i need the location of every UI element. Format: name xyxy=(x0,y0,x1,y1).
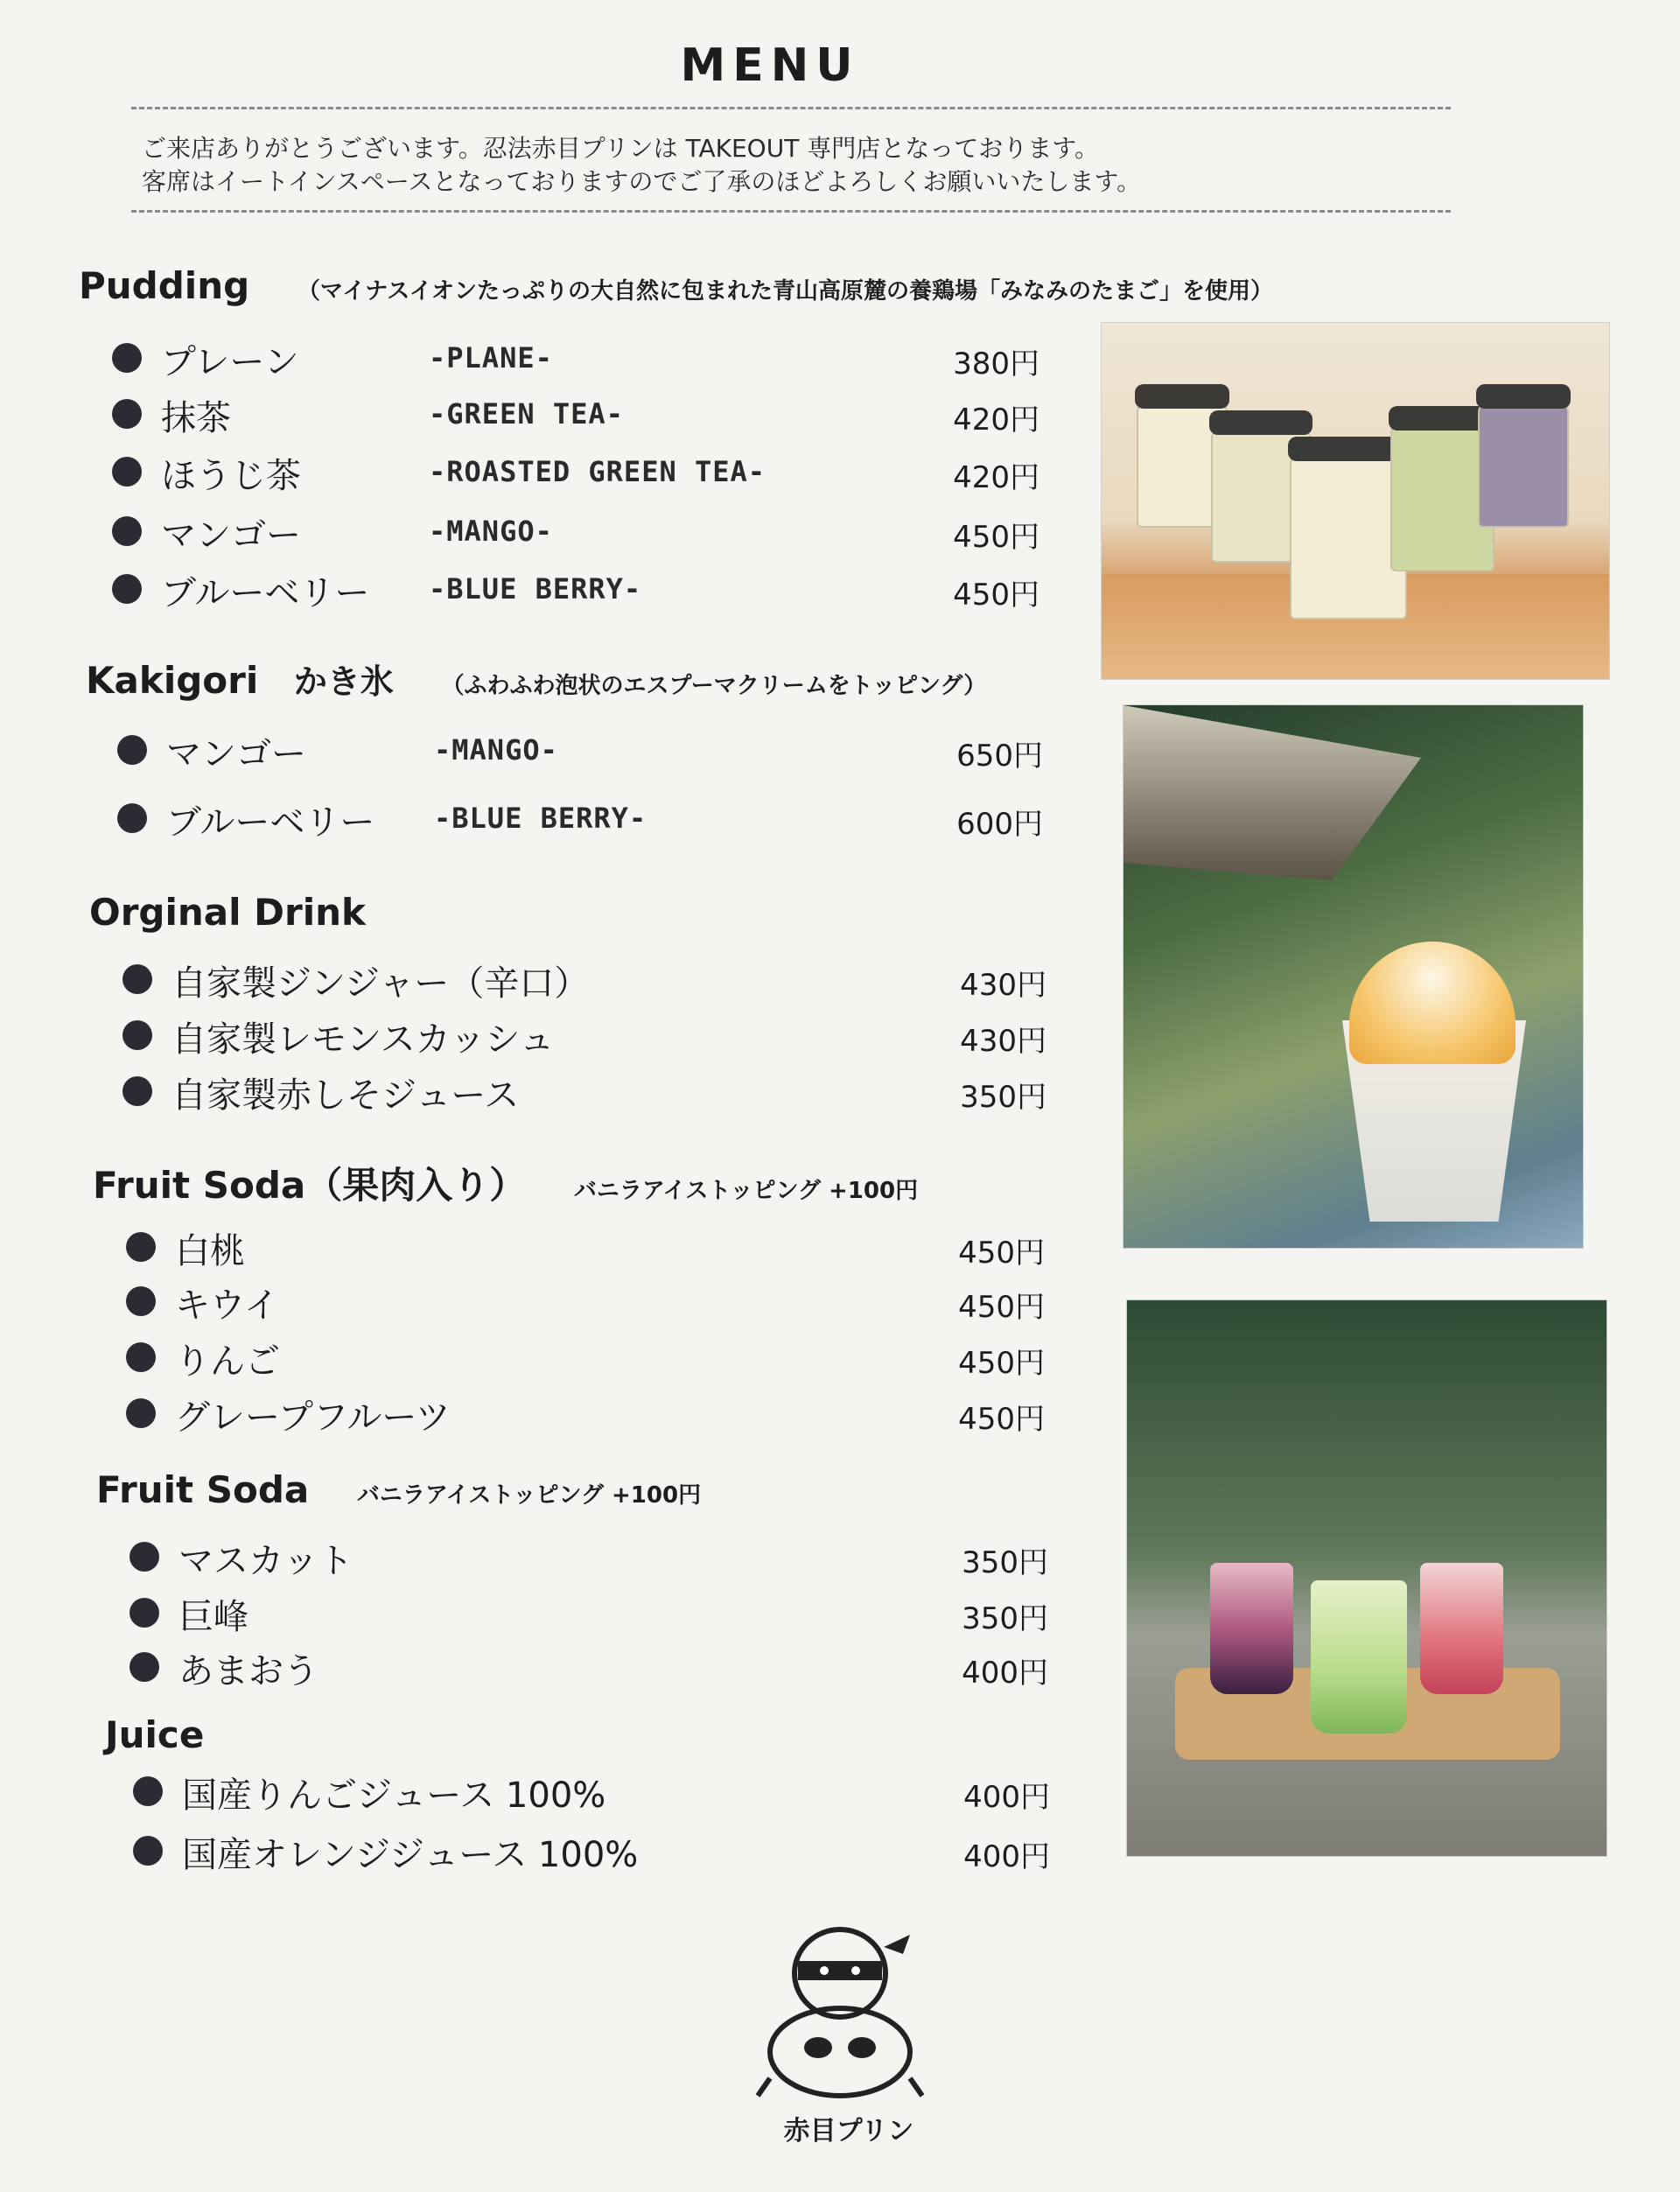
pavilion-roof xyxy=(1124,705,1421,880)
item-price: 450円 xyxy=(958,1402,1045,1437)
intro-line-2: 客席はイートインスペースとなっておりますのでご了承のほどよろしくお願いいたします。 xyxy=(142,167,1142,196)
item-price: 420円 xyxy=(953,403,1040,438)
item-name: マンゴー xyxy=(161,515,301,556)
divider-bottom xyxy=(131,210,1451,213)
item-price: 450円 xyxy=(958,1290,1045,1325)
item-name: 国産オレンジジュース 100% xyxy=(182,1835,639,1875)
item-price: 650円 xyxy=(956,739,1043,774)
item-name: 白桃 xyxy=(175,1231,245,1271)
section-juice-title xyxy=(105,1713,204,1756)
ninja-logo-icon xyxy=(752,1912,945,2113)
page-title: MENU xyxy=(680,39,860,92)
item-price: 400円 xyxy=(963,1839,1050,1874)
divider-top xyxy=(131,107,1451,109)
section-fruit-soda-2-title xyxy=(96,1468,701,1511)
item-price: 400円 xyxy=(962,1656,1048,1691)
logo-text: 赤目プリン xyxy=(783,2116,914,2146)
bullet-icon xyxy=(122,1076,152,1106)
item-price: 420円 xyxy=(953,460,1040,495)
soda-cup-strawberry xyxy=(1420,1563,1503,1694)
item-name: ブルーベリー xyxy=(161,573,370,613)
bullet-icon xyxy=(112,574,142,604)
item-price: 350円 xyxy=(962,1601,1048,1636)
item-name: マンゴー xyxy=(166,734,306,774)
item-price: 450円 xyxy=(953,578,1040,613)
item-en: -PLANE- xyxy=(429,341,553,375)
item-price: 450円 xyxy=(953,520,1040,555)
kakigori-note: （ふわふわ泡状のエスプーマクリームをトッピング） xyxy=(441,673,987,699)
pudding-jar xyxy=(1478,402,1569,528)
intro-line-1: ご来店ありがとうございます。忍法赤目プリンは TAKEOUT 専門店となっております。 xyxy=(142,134,1099,163)
bullet-icon xyxy=(117,735,147,765)
fruit-soda-2-note: バニラアイストッピング +100円 xyxy=(356,1482,702,1509)
bullet-icon xyxy=(112,457,142,487)
item-price: 400円 xyxy=(963,1780,1050,1815)
pudding-title: Pudding xyxy=(79,264,250,307)
fruit-soda-2-title: Fruit Soda xyxy=(96,1468,310,1511)
item-name: 自家製レモンスカッシュ xyxy=(172,1019,555,1060)
item-name: 抹茶 xyxy=(161,398,231,438)
item-name: あまおう xyxy=(178,1651,318,1691)
fruit-soda-photo xyxy=(1126,1299,1607,1857)
item-name: 巨峰 xyxy=(178,1597,248,1637)
item-name: プレーン xyxy=(161,342,299,382)
section-kakigori-title xyxy=(86,655,986,703)
item-name: 国産りんごジュース 100% xyxy=(182,1775,606,1816)
item-en: -BLUE BERRY- xyxy=(434,802,648,835)
bullet-icon xyxy=(112,343,142,373)
item-en: -MANGO- xyxy=(429,515,553,548)
kakigori-title: Kakigori xyxy=(86,659,259,702)
item-en: -MANGO- xyxy=(434,733,558,767)
bullet-icon xyxy=(126,1398,156,1428)
bullet-icon xyxy=(126,1342,156,1372)
soda-cup-muscat xyxy=(1311,1580,1407,1733)
fruit-soda-1-title: Fruit Soda（果肉入り） xyxy=(93,1164,527,1207)
juice-title: Juice xyxy=(105,1713,205,1756)
item-name: マスカット xyxy=(178,1541,354,1581)
bullet-icon xyxy=(133,1776,163,1806)
item-en: -BLUE BERRY- xyxy=(429,572,642,606)
fruit-soda-1-note: バニラアイストッピング +100円 xyxy=(573,1178,919,1204)
item-en: -ROASTED GREEN TEA- xyxy=(429,455,766,488)
item-name: ほうじ茶 xyxy=(161,456,301,496)
bullet-icon xyxy=(117,803,147,833)
item-price: 450円 xyxy=(958,1236,1045,1271)
item-price: 430円 xyxy=(960,1024,1046,1059)
bullet-icon xyxy=(130,1542,159,1572)
item-price: 600円 xyxy=(956,807,1043,842)
kakigori-photo xyxy=(1123,704,1584,1249)
bullet-icon xyxy=(122,964,152,994)
bullet-icon xyxy=(126,1232,156,1262)
bullet-icon xyxy=(112,399,142,429)
bullet-icon xyxy=(130,1598,159,1628)
kakigori-title-jp: かき氷 xyxy=(293,662,394,701)
pudding-note: （マイナスイオンたっぷりの大自然に包まれた青山高原麓の養鶏場「みなみのたまご」を使用） xyxy=(297,278,1273,305)
item-name: 自家製赤しそジュース xyxy=(172,1075,520,1116)
item-name: キウイ xyxy=(175,1285,279,1326)
bullet-icon xyxy=(112,516,142,546)
section-drink-title xyxy=(89,891,366,934)
item-en: -GREEN TEA- xyxy=(429,397,624,431)
pudding-photo xyxy=(1101,322,1610,680)
bullet-icon xyxy=(133,1836,163,1866)
item-price: 350円 xyxy=(960,1080,1046,1115)
section-pudding-title xyxy=(79,264,1273,307)
shaved-ice xyxy=(1349,942,1516,1064)
item-name: グレープフルーツ xyxy=(175,1397,451,1438)
bullet-icon xyxy=(126,1286,156,1316)
item-price: 450円 xyxy=(958,1346,1045,1381)
drink-title: Orginal Drink xyxy=(89,891,366,934)
item-price: 350円 xyxy=(962,1545,1048,1580)
bullet-icon xyxy=(130,1652,159,1682)
item-name: りんご xyxy=(175,1341,280,1382)
item-price: 380円 xyxy=(953,347,1040,382)
shop-logo xyxy=(752,1912,945,2146)
item-price: 430円 xyxy=(960,968,1046,1003)
item-name: ブルーベリー xyxy=(166,802,375,843)
item-name: 自家製ジンジャー（辛口） xyxy=(172,963,590,1004)
pudding-jar xyxy=(1290,454,1407,620)
soda-cup-grape xyxy=(1210,1563,1293,1694)
bullet-icon xyxy=(122,1020,152,1050)
section-fruit-soda-1-title xyxy=(93,1157,918,1209)
